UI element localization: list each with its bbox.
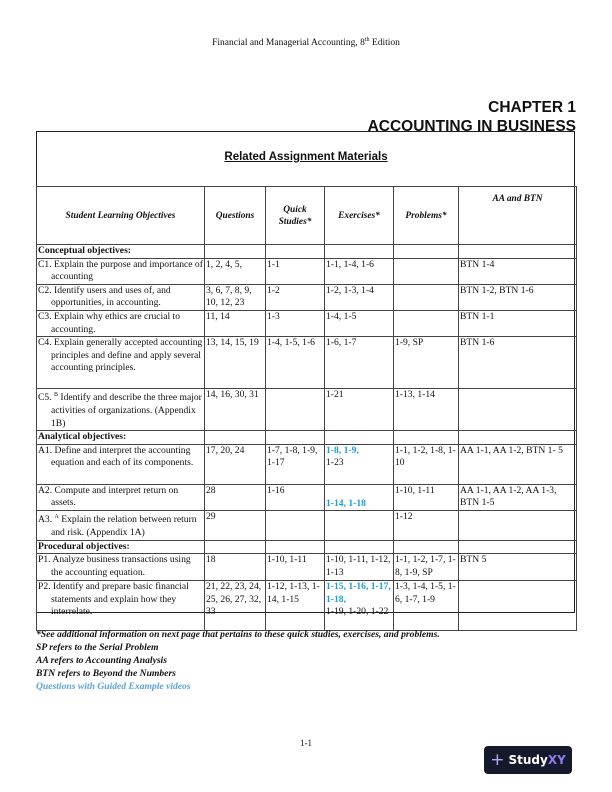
problems-cell: 1-3, 1-4, 1-5, 1-6, 1-7, 1-9	[394, 581, 459, 631]
aa-btn-cell: AA 1-1, AA 1-2, BTN 1- 5	[459, 444, 577, 484]
quick-studies-cell: 1-7, 1-8, 1-9, 1-17	[266, 444, 325, 484]
note-aa: AA refers to Accounting Analysis	[36, 655, 167, 666]
column-header: AA and BTN	[459, 187, 577, 245]
exercises-cell	[325, 337, 394, 389]
problems-cell	[394, 258, 459, 284]
objective-description: C1. Explain the purpose and importance of accounting	[38, 258, 203, 283]
objective-description: P1. Analyze business transactions using the accounting equation.	[38, 554, 191, 578]
questions-cell: 13, 14, 15, 19	[205, 337, 266, 389]
empty-cell	[459, 540, 577, 554]
empty-cell	[325, 245, 394, 259]
questions-cell: 17, 20, 24	[205, 444, 266, 484]
appendix-marker: A	[54, 514, 59, 521]
questions-cell: 18	[205, 554, 266, 581]
aa-btn-cell: BTN 1-2, BTN 1-6	[459, 284, 577, 310]
empty-cell	[266, 431, 325, 445]
note-additional-info: *See additional information on next page that pertains to these quick studies, exercises, and problems.	[36, 629, 440, 640]
quick-studies-cell: 1-12, 1-13, 1-14, 1-15	[266, 581, 325, 631]
edition-sup: th	[364, 37, 370, 43]
exercises-cell	[325, 554, 394, 581]
running-header	[0, 37, 612, 48]
problems-cell: 1-10, 1-11	[394, 484, 459, 511]
quick-studies-cell: 1-1	[266, 258, 325, 284]
objective-cell	[37, 258, 205, 284]
objective-text	[38, 445, 203, 470]
chapter-name: ACCOUNTING IN BUSINESS	[367, 118, 576, 135]
aa-btn-cell: BTN 1-1	[459, 310, 577, 336]
quick-studies-cell: 1-2	[266, 284, 325, 310]
assignment-table	[36, 186, 577, 631]
problems-cell: 1-1, 1-2, 1-7, 1-8, 1-9, SP	[394, 554, 459, 581]
empty-cell	[394, 540, 459, 554]
empty-cell	[459, 245, 577, 259]
column-header: Exercises*	[325, 187, 394, 245]
exercises-text: 1-4, 1-5	[326, 310, 357, 322]
problems-cell	[394, 284, 459, 310]
objective-text	[38, 554, 203, 579]
book-title: Financial and Managerial Accounting, 8	[212, 38, 365, 49]
objective-cell	[37, 511, 205, 540]
section-row	[37, 245, 577, 259]
plus-icon: +	[490, 750, 505, 770]
aa-btn-cell	[459, 389, 577, 431]
objective-code: A3.	[38, 514, 55, 526]
exercises-cell	[325, 484, 394, 511]
questions-cell: 14, 16, 30, 31	[205, 389, 266, 431]
page-number: 1-1	[300, 738, 312, 748]
guided-video-exercises[interactable]: 1-15, 1-16, 1-17, 1-18,	[326, 581, 391, 605]
objective-text	[38, 311, 203, 336]
objective-cell	[37, 337, 205, 389]
table-row	[37, 337, 577, 389]
table-row	[37, 284, 577, 310]
aa-btn-cell	[459, 511, 577, 540]
exercises-text: 1-1, 1-4, 1-6	[326, 258, 374, 270]
exercises-cell	[325, 389, 394, 431]
column-header: Quick Studies*	[266, 187, 325, 245]
problems-cell: 1-9, SP	[394, 337, 459, 389]
quick-studies-cell: 1-4, 1-5, 1-6	[266, 337, 325, 389]
empty-cell	[394, 245, 459, 259]
objective-text	[38, 389, 203, 430]
problems-cell: 1-12	[394, 511, 459, 540]
aa-btn-cell: AA 1-1, AA 1-2, AA 1-3, BTN 1-5	[459, 484, 577, 511]
exercises-cell	[325, 444, 394, 484]
table-header-row	[37, 187, 577, 245]
section-row	[37, 540, 577, 554]
empty-cell	[205, 431, 266, 445]
objective-text	[38, 485, 203, 510]
exercises-cell	[325, 310, 394, 336]
objective-cell	[37, 484, 205, 511]
problems-cell: 1-1, 1-2, 1-8, 1-10	[394, 444, 459, 484]
chapter-number: CHAPTER 1	[488, 99, 576, 116]
questions-cell: 21, 22, 23, 24, 25, 26, 27, 32, 33	[205, 581, 266, 631]
appendix-marker: B	[54, 392, 59, 399]
quick-studies-cell: 1-16	[266, 484, 325, 511]
aa-btn-cell: BTN 1-6	[459, 337, 577, 389]
objective-cell	[37, 581, 205, 631]
empty-cell	[205, 540, 266, 554]
empty-cell	[266, 245, 325, 259]
column-header: Questions	[205, 187, 266, 245]
objective-description: C2. Identify users and uses of, and opportunities, in accounting.	[38, 284, 171, 309]
exercises-text: 1-10, 1-11, 1-12, 1-13	[326, 554, 391, 578]
table-row	[37, 554, 577, 581]
exercises-text: 1-19, 1-20, 1-22	[326, 606, 389, 618]
objective-text	[38, 511, 203, 539]
objective-text	[38, 259, 203, 284]
table-row	[37, 511, 577, 540]
exercises-text: 1-21	[326, 389, 344, 401]
table-row	[37, 484, 577, 511]
section-row	[37, 431, 577, 445]
empty-cell	[325, 540, 394, 554]
exercises-cell	[325, 258, 394, 284]
questions-cell: 29	[205, 511, 266, 540]
exercises-text: 1-23	[326, 457, 344, 469]
empty-cell	[266, 540, 325, 554]
edition-label: Edition	[369, 38, 400, 49]
objective-description: Identify and describe the three major activities of organizations. (Appendix 1B)	[51, 392, 202, 429]
questions-cell: 11, 14	[205, 310, 266, 336]
objective-cell	[37, 310, 205, 336]
table-title: Related Assignment Materials	[224, 151, 388, 163]
table-row	[37, 310, 577, 336]
section-label: Analytical objectives:	[37, 431, 205, 445]
objective-text	[38, 337, 203, 375]
objective-text	[38, 285, 203, 310]
objective-text	[38, 581, 203, 619]
quick-studies-cell	[266, 389, 325, 431]
objective-description: P2. Identify and prepare basic financial statements and explain how they interrelate.	[38, 581, 189, 618]
objective-cell	[37, 554, 205, 581]
table-row	[37, 444, 577, 484]
empty-cell	[459, 431, 577, 445]
note-btn: BTN refers to Beyond the Numbers	[36, 668, 176, 679]
objective-description: A1. Define and interpret the accounting equation and each of its components.	[38, 444, 194, 469]
table-row	[37, 581, 577, 631]
objective-description: C4. Explain generally accepted accounting principles and define and apply several accounting principles.	[38, 337, 203, 374]
table-row	[37, 258, 577, 284]
problems-cell: 1-13, 1-14	[394, 389, 459, 431]
guided-video-exercises[interactable]: 1-14, 1-18	[326, 497, 366, 509]
quick-studies-cell: 1-3	[266, 310, 325, 336]
questions-cell: 1, 2, 4, 5,	[205, 258, 266, 284]
objective-description: A2. Compute and interpret return on assets.	[38, 484, 179, 509]
exercises-cell	[325, 511, 394, 540]
aa-btn-cell: BTN 5	[459, 554, 577, 581]
note-sp: SP refers to the Serial Problem	[36, 642, 159, 653]
note-guided-videos: Questions with Guided Example videos	[36, 681, 191, 692]
section-label: Procedural objectives:	[37, 540, 205, 554]
guided-video-exercises[interactable]: 1-8, 1-9,	[326, 444, 359, 456]
table-row	[37, 389, 577, 431]
objective-cell	[37, 389, 205, 431]
column-header: Problems*	[394, 187, 459, 245]
problems-cell	[394, 310, 459, 336]
section-label: Conceptual objectives:	[37, 245, 205, 259]
logo-text: Study	[508, 753, 548, 767]
logo-accent: XY	[547, 753, 566, 767]
aa-btn-cell	[459, 581, 577, 631]
column-header: Student Learning Objectives	[37, 187, 205, 245]
objective-description: C3. Explain why ethics are crucial to accounting.	[38, 310, 180, 335]
footnotes	[36, 628, 440, 693]
empty-cell	[205, 245, 266, 259]
exercises-text: 1-6, 1-7	[326, 337, 357, 349]
objective-cell	[37, 444, 205, 484]
exercises-cell	[325, 284, 394, 310]
objective-cell	[37, 284, 205, 310]
objective-description: Explain the relation between return and risk. (Appendix 1A)	[51, 514, 197, 539]
questions-cell: 3, 6, 7, 8, 9, 10, 12, 23	[205, 284, 266, 310]
exercises-text: 1-2, 1-3, 1-4	[326, 284, 374, 296]
empty-cell	[394, 431, 459, 445]
exercises-cell	[325, 581, 394, 631]
questions-cell: 28	[205, 484, 266, 511]
studyxy-logo[interactable]	[484, 746, 572, 774]
empty-cell	[325, 431, 394, 445]
quick-studies-cell: 1-10, 1-11	[266, 554, 325, 581]
aa-btn-cell: BTN 1-4	[459, 258, 577, 284]
quick-studies-cell	[266, 511, 325, 540]
objective-code: C5.	[38, 392, 54, 404]
